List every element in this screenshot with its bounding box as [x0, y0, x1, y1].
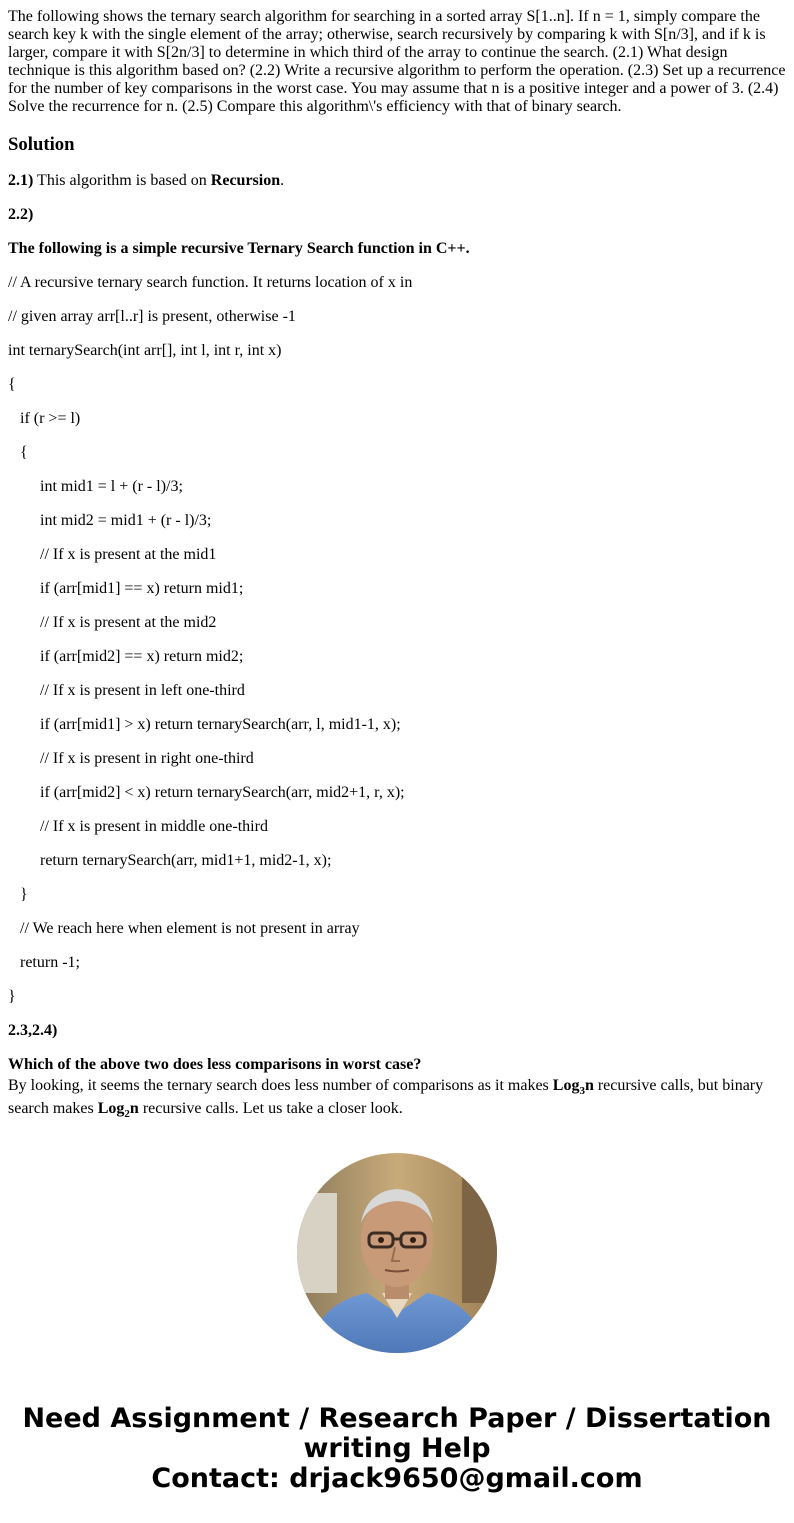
log-base-2: 2 [124, 1108, 130, 1120]
code-line: return ternarySearch(arr, mid1+1, mid2-1, x); [40, 852, 332, 869]
code-line: // If x is present at the mid2 [40, 614, 217, 631]
part-2-2-label [8, 206, 786, 224]
code-line: if (arr[mid2] < x) return ternarySearch(arr, mid2+1, r, x); [40, 784, 405, 801]
part-2-2-label-text: 2.2) [8, 206, 34, 223]
solution-heading: Solution [8, 134, 75, 155]
log-n: n [129, 1100, 139, 1117]
code-line: { [20, 444, 28, 461]
avatar-portrait-image [297, 1153, 497, 1353]
comparison-question: Which of the above two does less comparisons in worst case? [8, 1056, 422, 1073]
code-intro [8, 240, 786, 258]
answer-text: recursive calls, but binary search makes [8, 1077, 764, 1117]
code-line: if (arr[mid2] == x) return mid2; [40, 648, 244, 665]
log2n-term [97, 1100, 139, 1120]
footer-contact-banner [0, 1404, 794, 1494]
part-2-3-2-4-label [8, 1022, 786, 1040]
footer-line: Need Assignment / Research Paper / Dissertation [22, 1403, 772, 1434]
code-line: int mid1 = l + (r - l)/3; [40, 478, 183, 495]
footer-line: writing Help [303, 1433, 491, 1464]
answer-text: recursive calls. Let us take a closer look. [138, 1100, 403, 1117]
comparison-answer [8, 1074, 786, 1120]
code-line: if (arr[mid1] > x) return ternarySearch(arr, l, mid1-1, x); [40, 716, 401, 733]
code-line: } [20, 886, 28, 903]
code-line: int mid2 = mid1 + (r - l)/3; [40, 512, 212, 529]
footer-contact-email: Contact: drjack9650@gmail.com [151, 1463, 643, 1494]
code-line: // If x is present in middle one-third [40, 818, 268, 835]
code-line: if (arr[mid1] == x) return mid1; [40, 580, 244, 597]
code-line: { [8, 376, 16, 393]
part-2-1-answer [8, 172, 786, 190]
code-intro-text: The following is a simple recursive Ternary Search function in C++. [8, 240, 470, 257]
comparison-section [8, 1056, 786, 1120]
part-2-1-text: This algorithm is based on [33, 172, 211, 189]
log-word: Log [97, 1100, 125, 1117]
code-line: } [8, 988, 16, 1005]
question-text: The following shows the ternary search algorithm for searching in a sorted array S[1..n]. If n = 1, simply compare the search key k with the single element of the array; otherwise, search recursively by comparing k with S[n/3], and if k is larger, compare it with S[2n/3] to determine in which third of the array to continue the search. (2.1) What design technique is this algorithm based on? (2.2) Write a recursive algorithm to perform the operation. (2.3) Set up a recurrence for the number of key comparisons in the worst case. You may assume that n is a positive integer and a power of 3. (2.4) Solve the recurrence for n. (2.5) Compare this algorithm\'s efficiency with that of binary search. [8, 8, 786, 115]
log-base-3: 3 [579, 1085, 585, 1097]
code-line: // If x is present in left one-third [40, 682, 245, 699]
code-line: return -1; [20, 954, 80, 971]
log-word: Log [552, 1077, 580, 1094]
design-technique: Recursion [210, 172, 281, 189]
code-line: // If x is present in right one-third [40, 750, 254, 767]
part-2-1-label: 2.1) [8, 172, 34, 189]
avatar [297, 1153, 497, 1353]
code-line: // A recursive ternary search function. It returns location of x in [8, 274, 413, 291]
code-line: // We reach here when element is not present in array [20, 920, 360, 937]
part-2-3-2-4-label-text: 2.3,2.4) [8, 1022, 58, 1039]
solution-document [8, 8, 786, 1120]
part-2-1-period: . [280, 172, 285, 189]
log3n-term [552, 1077, 594, 1097]
code-line: // If x is present at the mid1 [40, 546, 217, 563]
log-n: n [584, 1077, 594, 1094]
answer-text: By looking, it seems the ternary search does less number of comparisons as it makes [8, 1077, 553, 1094]
code-line: if (r >= l) [20, 410, 81, 427]
code-line: // given array arr[l..r] is present, otherwise -1 [8, 308, 296, 325]
code-line: int ternarySearch(int arr[], int l, int r, int x) [8, 342, 282, 359]
